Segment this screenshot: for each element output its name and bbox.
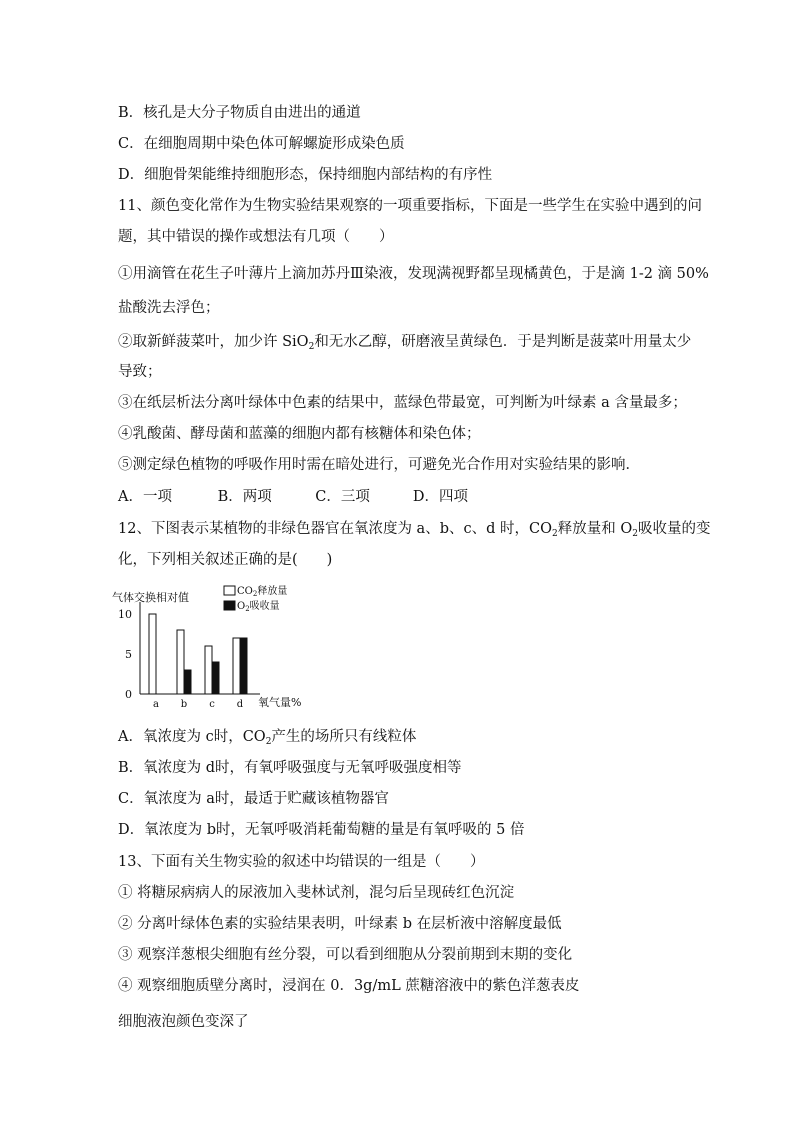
q11-option-c: C．三项 <box>315 489 370 505</box>
bar-o2-c <box>212 662 219 694</box>
legend-label-o2: $O_2$吸收量 <box>237 601 280 613</box>
x-tick-label-c: c <box>209 699 215 710</box>
q11-options <box>118 487 468 507</box>
chart-xlabel: 氧气量% <box>258 696 302 709</box>
bar-o2-d <box>240 638 247 694</box>
q11-item1-line1: ①用滴管在花生子叶薄片上滴加苏丹Ⅲ染液，发现满视野都呈现橘黄色，于是滴 1-2 滴 50% <box>118 266 709 282</box>
q11-option-d: D．四项 <box>412 489 468 505</box>
x-tick-label-b: b <box>180 699 188 710</box>
legend-o2 <box>224 599 280 613</box>
q12-option-a: A．氧浓度为 c时，$CO_2$产生的场所只有线粒体 <box>118 729 417 747</box>
legend-label-co2: $CO_2$释放量 <box>237 586 288 598</box>
q12-option-d: D．氧浓度为 b时，无氧呼吸消耗葡萄糖的量是有氧呼吸的 5 倍 <box>118 822 525 838</box>
q12-stem-line2: 化，下列相关叙述正确的是( ) <box>118 552 333 568</box>
bar-co2-c <box>205 646 212 694</box>
q10-option-c: C．在细胞周期中染色体可解螺旋形成染色质 <box>118 136 405 152</box>
q11-option-a: A．一项 <box>118 489 172 505</box>
y-tick-label: 5 <box>125 648 132 661</box>
q11-stem-line1: 11、颜色变化常作为生物实验结果观察的一项重要指标，下面是一些学生在实验中遇到的问 <box>118 198 702 214</box>
chart-ylabel: 气体交换相对值 <box>112 591 189 604</box>
q13-item2: ② 分离叶绿体色素的实验结果表明，叶绿素 b 在层析液中溶解度最低 <box>118 916 562 932</box>
q13-item4: ④ 观察细胞质壁分离时，浸润在 0．3g/mL 蔗糖溶液中的紫色洋葱表皮 <box>118 978 580 994</box>
bar-co2-a <box>149 614 156 694</box>
q11-item5: ⑤测定绿色植物的呼吸作用时需在暗处进行，可避免光合作用对实验结果的影响． <box>118 457 640 473</box>
q12-option-c: C．氧浓度为 a时，最适于贮藏该植物器官 <box>118 791 389 807</box>
q11-item1-line2: 盐酸洗去浮色； <box>118 300 220 316</box>
q13-item1: ① 将糖尿病病人的尿液加入斐林试剂，混匀后呈现砖红色沉淀 <box>118 885 515 901</box>
q13-item3: ③ 观察洋葱根尖细胞有丝分裂，可以看到细胞从分裂前期到末期的变化 <box>118 947 573 963</box>
bar-co2-b <box>177 630 184 694</box>
bar-o2-b <box>184 670 191 694</box>
q11-option-b: B．两项 <box>217 489 272 505</box>
x-tick-label-d: d <box>236 699 244 710</box>
legend-swatch-o2 <box>224 601 235 610</box>
q13-stem: 13、下面有关生物实验的叙述中均错误的一组是（ ） <box>118 854 485 870</box>
q12-option-b: B．氧浓度为 d时，有氧呼吸强度与无氧呼吸强度相等 <box>118 760 462 776</box>
legend-co2 <box>224 584 287 598</box>
y-tick-label: 0 <box>125 688 132 701</box>
bar-co2-d <box>233 638 240 694</box>
q11-stem-line2: 题，其中错误的操作或想法有几项（ ） <box>118 229 394 245</box>
q11-item4: ④乳酸菌、酵母菌和蓝藻的细胞内都有核糖体和染色体； <box>118 426 481 442</box>
x-tick-label-a: a <box>153 699 159 710</box>
q10-option-d: D．细胞骨架能维持细胞形态，保持细胞内部结构的有序性 <box>118 167 493 183</box>
legend-swatch-co2 <box>224 586 235 595</box>
q11-item2-line2: 导致； <box>118 364 162 380</box>
q13-item4-cont: 细胞液泡颜色变深了 <box>118 1014 249 1030</box>
q11-item3: ③在纸层析法分离叶绿体中色素的结果中，蓝绿色带最宽，可判断为叶绿素 a 含量最多； <box>118 395 687 411</box>
q10-option-b: B．核孔是大分子物质自由进出的通道 <box>118 105 361 121</box>
q11-item2-line1: ②取新鲜菠菜叶，加少许 SiO$_2$和无水乙醇，研磨液呈黄绿色．于是判断是菠菜叶用量太少 <box>118 334 692 352</box>
y-tick-label: 10 <box>118 608 132 621</box>
gas-exchange-chart <box>112 582 312 717</box>
q12-stem-line1: 12、下图表示某植物的非绿色器官在氧浓度为 a、b、c、d 时，$CO_2$释放量和 $O_2$吸收量的变 <box>118 521 711 539</box>
